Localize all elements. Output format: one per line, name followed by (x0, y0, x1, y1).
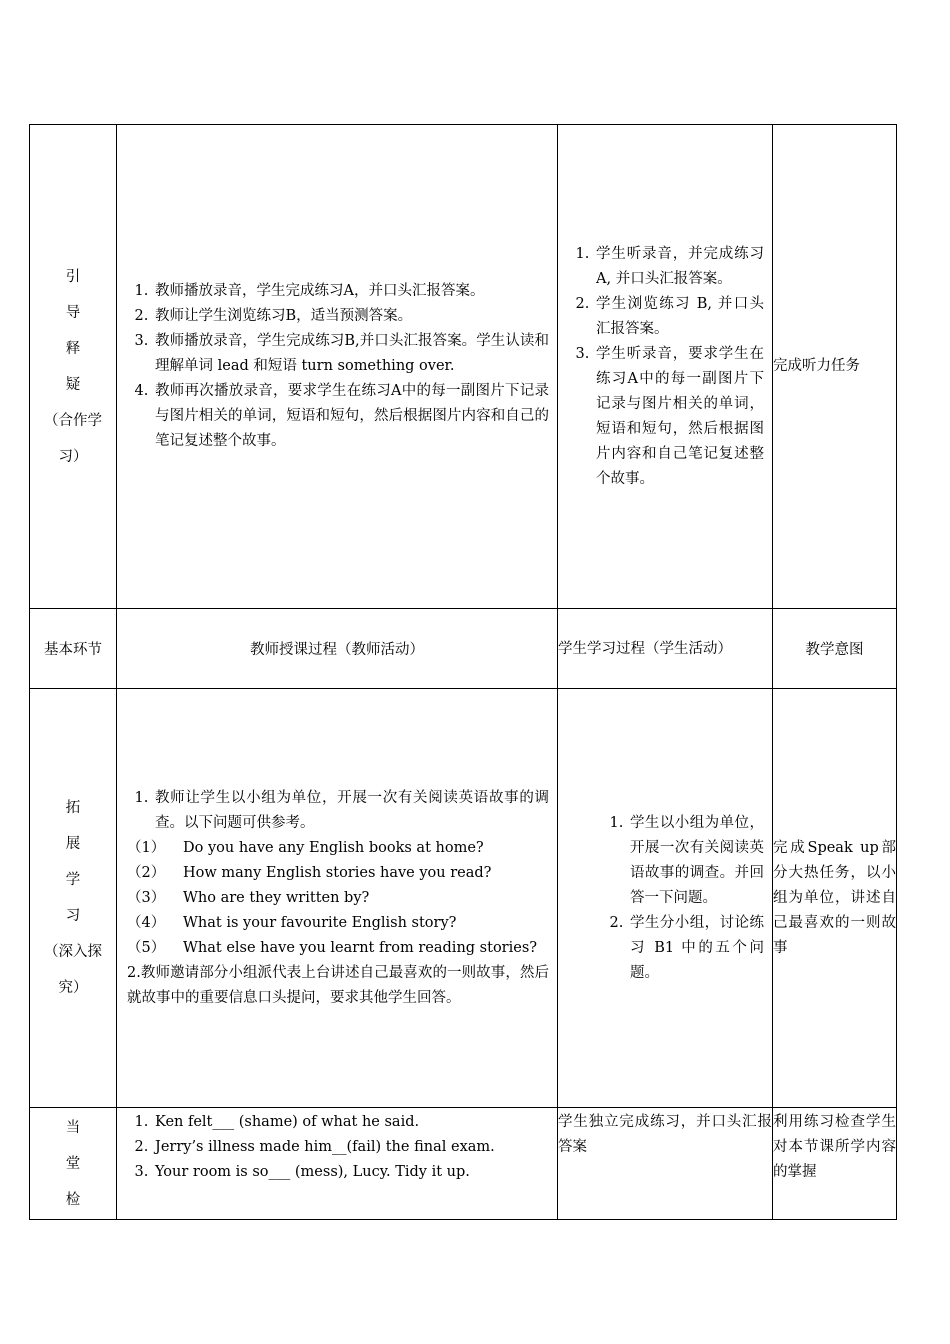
row-check (30, 1108, 897, 1220)
stage-char: 学 (65, 872, 81, 888)
list-item: 1. 教师播放录音，学生完成练习A，并口头汇报答案。 (153, 279, 549, 304)
list-item: 2. 教师让学生浏览练习B，适当预测答案。 (153, 304, 549, 329)
stage-char: 习 (65, 908, 81, 924)
list-item: 2. 学生浏览练习 B, 并口头汇报答案。 (594, 292, 764, 342)
question-item: （4） What is your favourite English story? (127, 914, 457, 931)
student-activity-check: 学生独立完成练习，并口头汇报答案 (558, 1108, 773, 1220)
stage-char: 究） (58, 980, 88, 996)
teacher-activity-guide (117, 125, 558, 609)
header-stage: 基本环节 (30, 609, 117, 689)
stage-char: 疑 (65, 376, 81, 393)
teacher-activity-check (117, 1108, 558, 1220)
student-activity-guide (558, 125, 773, 609)
header-row (30, 609, 897, 689)
intent-extension: 完成Speak up部分大热任务，以小组为单位，讲述自己最喜欢的一则故事 (773, 689, 897, 1108)
stage-char: （深入探 (44, 944, 102, 960)
stage-char: 导 (65, 304, 81, 321)
question-item: （1） Do you have any English books at home? (127, 839, 484, 856)
question-item: （3） Who are they written by? (127, 889, 370, 906)
stage-char: 堂 (65, 1155, 81, 1172)
question-item: （2） How many English stories have you read? (127, 864, 492, 881)
list-item: 1. 学生以小组为单位，开展一次有关阅读英语故事的调查。并回答一下问题。 (628, 811, 764, 911)
list-item: 3. 学生听录音，要求学生在练习A中的每一副图片下记录与图片相关的单词，短语和短句，然后根据图片内容和自己笔记复述整个故事。 (594, 342, 764, 492)
stage-char: 习） (58, 448, 88, 465)
list-item: 2. Jerry’s illness made him__(fail) the final exam. (153, 1135, 549, 1160)
teacher-activity-extension (117, 689, 558, 1108)
header-intent: 教学意图 (773, 609, 897, 689)
stage-char: 释 (65, 340, 81, 357)
teacher-item-2: 2.教师邀请部分小组派代表上台讲述自己最喜欢的一则故事，然后就故事中的重要信息口头提问，要求其他学生回答。 (127, 964, 549, 1006)
list-item: 3. 教师播放录音，学生完成练习B,并口头汇报答案。学生认读和理解单词 lead 和短语 turn something over. (153, 329, 549, 379)
list-item: 1. 学生听录音，并完成练习 A, 并口头汇报答案。 (594, 242, 764, 292)
row-guide (30, 125, 897, 609)
student-activity-extension (558, 689, 773, 1108)
intent-check: 利用练习检查学生对本节课所学内容的掌握 (773, 1108, 897, 1220)
stage-check (30, 1108, 117, 1220)
stage-char: 展 (65, 836, 81, 852)
list-item: 3. Your room is so___ (mess), Lucy. Tidy it up. (153, 1160, 549, 1185)
list-item: 1. 教师让学生以小组为单位，开展一次有关阅读英语故事的调查。以下问题可供参考。 (153, 786, 549, 836)
stage-char: （合作学 (44, 412, 102, 429)
header-teacher: 教师授课过程（教师活动） (117, 609, 558, 689)
stage-char: 引 (65, 268, 81, 285)
intent-guide: 完成听力任务 (773, 125, 897, 609)
lesson-plan-table (29, 124, 897, 1220)
stage-extension (30, 689, 117, 1108)
list-item: 1. Ken felt___ (shame) of what he said. (153, 1110, 549, 1135)
stage-char: 拓 (65, 800, 81, 816)
row-extension (30, 689, 897, 1108)
stage-char: 当 (65, 1119, 81, 1136)
stage-char: 检 (65, 1191, 81, 1208)
list-item: 2. 学生分小组，讨论练习 B1 中的五个问题。 (628, 911, 764, 986)
stage-guide (30, 125, 117, 609)
question-list (117, 836, 557, 961)
question-item: （5） What else have you learnt from reading stories? (127, 939, 538, 956)
header-student: 学生学习过程（学生活动） (558, 609, 773, 689)
list-item: 4. 教师再次播放录音，要求学生在练习A中的每一副图片下记录与图片相关的单词，短语和短句，然后根据图片内容和自己的笔记复述整个故事。 (153, 379, 549, 454)
